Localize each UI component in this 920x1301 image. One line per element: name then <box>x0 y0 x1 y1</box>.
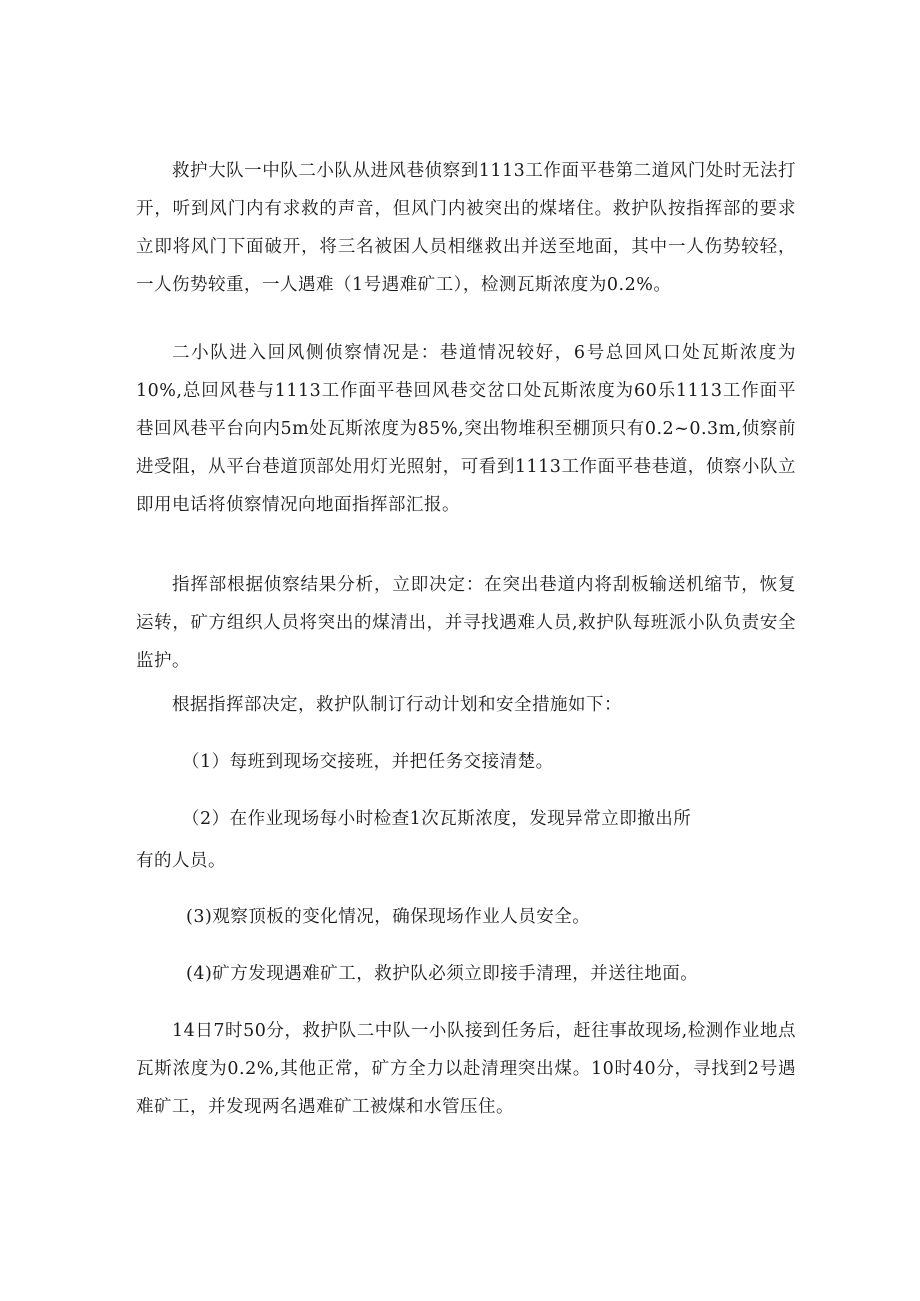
measure-item-1: （1）每班到现场交接班，并把任务交接清楚。 <box>182 752 554 772</box>
measure-item-4: (4)矿方发现遇难矿工，救护队必须立即接手清理，并送往地面。 <box>186 964 699 984</box>
measure-item-2-line-2: 有的人员。 <box>136 851 226 871</box>
measure-item-3: (3)观察顶板的变化情况，确保现场作业人员安全。 <box>186 907 591 927</box>
measure-item-2-line-1: （2）在作业现场每小时检查1次瓦斯浓度，发现异常立即撤出所 <box>182 809 692 829</box>
paragraph-rescue-team-report: 救护大队一中队二小队从进风巷侦察到1113工作面平巷第二道风门处时无法打开，听到风门内有求救的声音，但风门内被突出的煤堵住。救护队按指挥部的要求立即将风门下面破开，将三名被困人员相继救出并送至地面，其中一人伤势较轻，一人伤势较重，一人遇难（1号遇难矿工），检测瓦斯浓度为0.2%。 <box>136 161 796 295</box>
paragraph-command-decision: 指挥部根据侦察结果分析，立即决定：在突出巷道内将刮板输送机缩节，恢复运转，矿方组织人员将突出的煤清出，并寻找遇难人员,救护队每班派小队负责安全监护。 <box>136 575 796 671</box>
paragraph-action-plan-intro: 根据指挥部决定，救护队制订行动计划和安全措施如下： <box>172 695 622 715</box>
paragraph-return-air-reconnaissance: 二小队进入回风侧侦察情况是：巷道情况较好，6号总回风口处瓦斯浓度为10%,总回风巷与1113工作面平巷回风巷交岔口处瓦斯浓度为60乐1113工作面平巷回风巷平台向内5m处瓦斯浓度为85%,突出物堆积至棚顶只有0.2~0.3m,侦察前进受阻，从平台巷道顶部处用灯光照射，可看到1113工作面平巷巷道，侦察小队立即用电话将侦察情况向地面指挥部汇报。 <box>136 343 796 515</box>
paragraph-day-14-operations: 14日7时50分，救护队二中队一小队接到任务后，赶往事故现场,检测作业地点瓦斯浓度为0.2%,其他正常，矿方全力以赴清理突出煤。10时40分，寻找到2号遇难矿工，并发现两名遇难矿工被煤和水管压住。 <box>136 1021 796 1117</box>
